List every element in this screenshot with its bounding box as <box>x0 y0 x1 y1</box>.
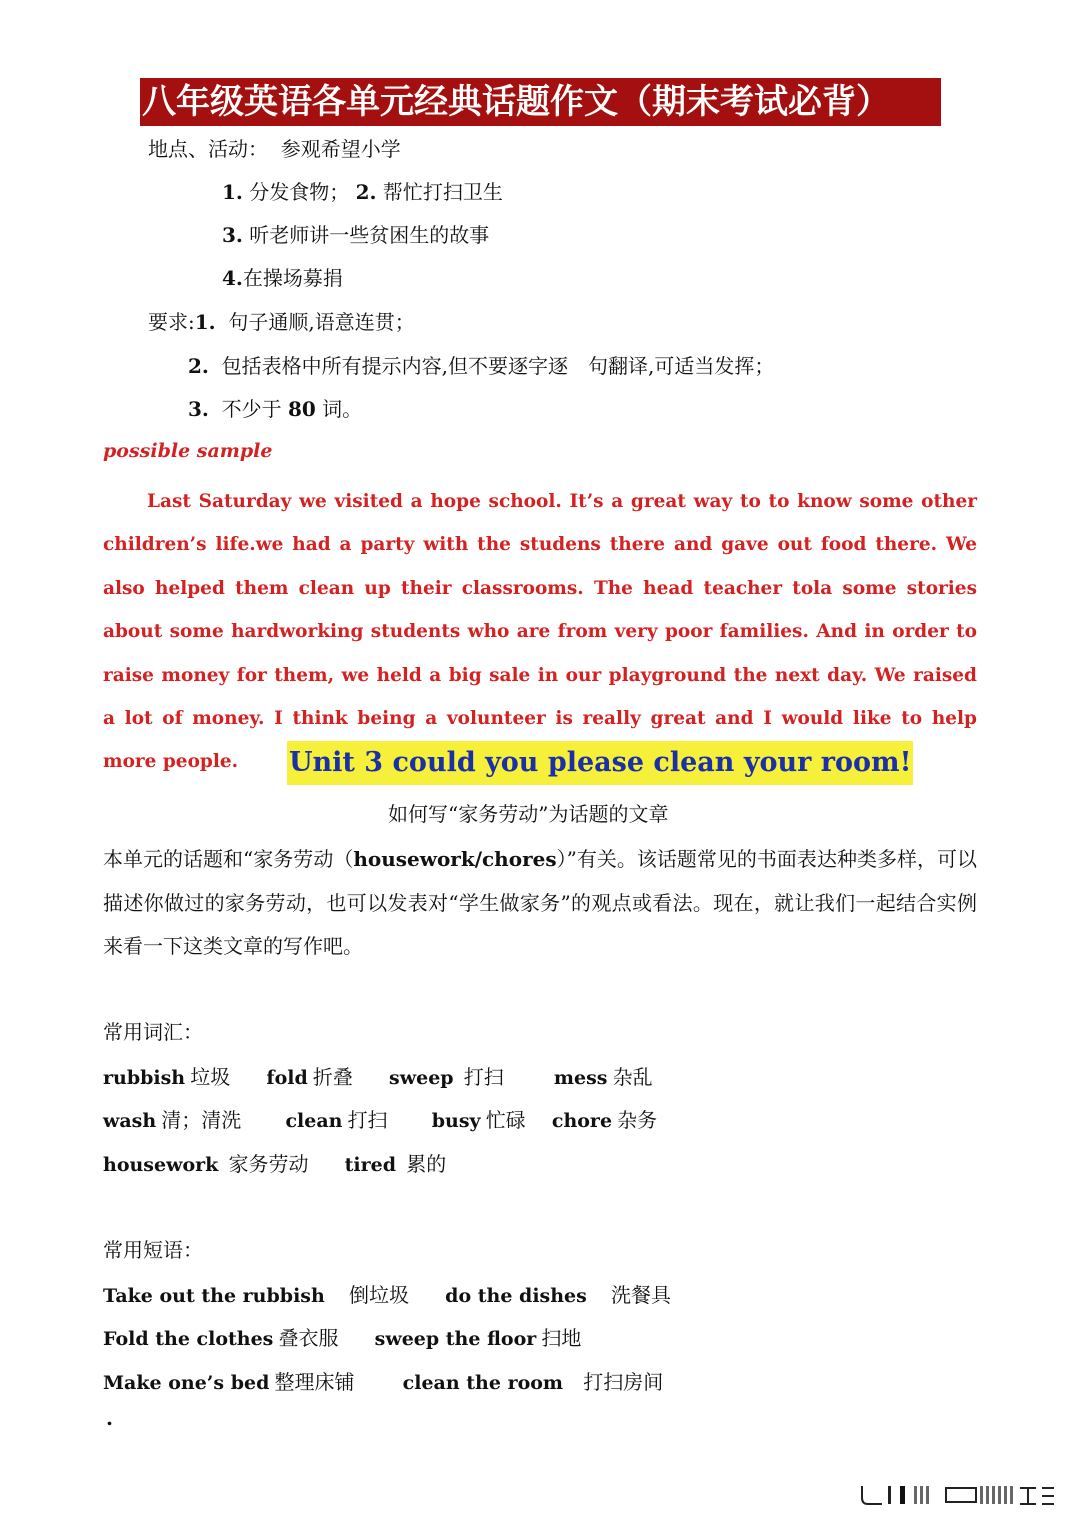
vocab-meaning: 打扫 <box>347 1108 388 1132</box>
requirement-line-3 <box>188 395 362 423</box>
phrase-en: Make one’s bed <box>103 1372 270 1394</box>
intro-text: 本单元的话题和“家务劳动（ <box>103 847 354 871</box>
intro-text: ）”有关。该话题常见的书面表达种类多样，可以描述你做过的家务劳动，也可以发表对“学生做家务”的观点或看法。现在，就让我们一起结合实例来看一下这类文章的写作吧。 <box>103 847 977 958</box>
sample-label: possible sample <box>103 440 273 462</box>
activity-number: 4. <box>222 266 243 290</box>
requirement-number: 3. <box>188 397 209 421</box>
vocab-meaning: 打扫 <box>463 1065 504 1089</box>
vocab-row <box>103 1104 657 1133</box>
vocab-meaning: 折叠 <box>312 1065 353 1089</box>
vocab-meaning: 杂乱 <box>612 1065 653 1089</box>
phrase-zh: 洗餐具 <box>611 1283 672 1307</box>
activity-text: 帮忙打扫卫生 <box>382 180 503 204</box>
requirement-text: 句子通顺,语意连贯； <box>228 310 415 334</box>
vocab-meaning: 忙碌 <box>485 1108 526 1132</box>
vocab-word: tired <box>344 1154 397 1176</box>
phrase-zh: 打扫房间 <box>583 1370 664 1394</box>
sample-essay: Last Saturday we visited a hope school. It’s a great way to to know some other children’s life.we had a party with the studens there and gave out food there. We also helped them clean up their classrooms. The head teacher tola some stories about some hardworking students who are from very poor families. And in order to raise money for them, we held a big sale in our playground the next day. We raised a lot of money. I think being a volunteer is really great and I would like to help more people. <box>103 491 977 773</box>
intro-keyword: housework/chores <box>353 847 557 871</box>
page-title: 八年级英语各单元经典话题作文（期末考试必背） <box>142 82 890 122</box>
phrase-zh: 叠衣服 <box>278 1326 339 1350</box>
place-activity-value: 参观希望小学 <box>280 137 401 161</box>
requirement-line-1 <box>148 308 415 336</box>
page-title-banner <box>140 78 941 126</box>
requirement-text: 不少于 <box>221 397 282 421</box>
vocab-word: rubbish <box>103 1067 186 1089</box>
phrase-zh: 倒垃圾 <box>348 1283 409 1307</box>
phrase-en: sweep the floor <box>374 1328 537 1350</box>
phrase-zh: 扫地 <box>541 1326 582 1350</box>
vocab-word: mess <box>553 1067 608 1089</box>
activity-line-1 <box>222 178 503 206</box>
vocab-heading: 常用词汇： <box>103 1020 203 1044</box>
activity-text: 分发食物； <box>249 180 350 204</box>
requirement-number: 1. <box>194 310 216 334</box>
phrase-en: Take out the rubbish <box>103 1285 325 1307</box>
trailing-dot: . <box>106 1406 113 1430</box>
unit-title: Unit 3 could you please clean your room! <box>287 741 913 785</box>
vocab-word: clean <box>285 1110 343 1132</box>
vocab-word: sweep <box>389 1067 454 1089</box>
place-activity-line <box>148 135 401 163</box>
vocab-word: housework <box>103 1154 219 1176</box>
phrase-row <box>103 1279 671 1308</box>
vocab-meaning: 杂务 <box>617 1108 658 1132</box>
vocab-word: chore <box>551 1110 613 1132</box>
requirements-label: 要求: <box>148 310 195 334</box>
vocab-meaning: 家务劳动 <box>228 1152 309 1176</box>
place-activity-label: 地点、活动： <box>148 137 268 161</box>
phrase-row <box>103 1322 581 1351</box>
phrase-en: Fold the clothes <box>103 1328 274 1350</box>
requirement-text: 词。 <box>322 397 363 421</box>
requirement-number: 2. <box>188 354 209 378</box>
activity-text: 在操场募捐 <box>242 266 343 290</box>
phrase-en: clean the room <box>402 1372 564 1394</box>
viewer-toolbar-icon <box>858 1484 1058 1506</box>
vocab-word: wash <box>103 1110 157 1132</box>
vocab-word: busy <box>431 1110 481 1132</box>
vocab-row <box>103 1061 653 1090</box>
phrase-zh: 整理床铺 <box>274 1370 355 1394</box>
vocab-meaning: 垃圾 <box>190 1065 231 1089</box>
activity-number: 2. <box>355 180 377 204</box>
viewer-toolbar <box>858 1484 1058 1506</box>
phrase-en: do the dishes <box>445 1285 587 1307</box>
requirement-text: 包括表格中所有提示内容,但不要逐字逐 句翻译,可适当发挥； <box>221 354 775 378</box>
activity-line-3 <box>222 264 343 292</box>
requirement-word-count: 80 <box>287 397 316 421</box>
activity-text: 听老师讲一些贫困生的故事 <box>249 223 490 247</box>
activity-number: 3. <box>222 223 243 247</box>
unit-intro-paragraph <box>103 838 977 969</box>
activity-number: 1. <box>222 180 243 204</box>
activity-line-2 <box>222 221 489 249</box>
phrase-row <box>103 1366 663 1395</box>
requirement-line-2 <box>188 352 774 380</box>
vocab-word: fold <box>266 1067 308 1089</box>
unit-subtitle: 如何写“家务劳动”为话题的文章 <box>388 802 669 826</box>
vocab-meaning: 清；清洗 <box>161 1108 242 1132</box>
vocab-row <box>103 1148 446 1177</box>
vocab-meaning: 累的 <box>406 1152 447 1176</box>
phrase-heading: 常用短语： <box>103 1238 203 1262</box>
